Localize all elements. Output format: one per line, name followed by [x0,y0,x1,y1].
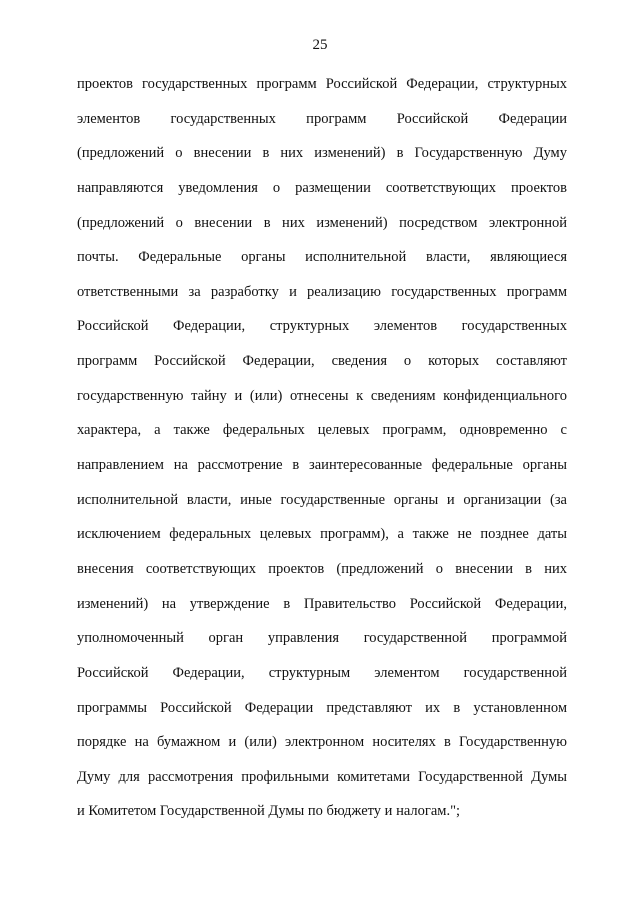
text-line: исполнительной власти, иные государственные органы и организации (за [77,491,567,508]
text-line: Российской Федерации, структурным элементом государственной [77,664,567,681]
body-text [77,74,567,836]
text-line: направлением на рассмотрение в заинтересованные федеральные органы [77,457,567,474]
text-line: порядке на бумажном и (или) электронном носителях в Государственную [77,734,567,751]
text-line: направляются уведомления о размещении соответствующих проектов [77,179,567,196]
text-line: уполномоченный орган управления государственной программой [77,630,567,647]
text-line-last: и Комитетом Государственной Думы по бюджету и налогам."; [77,803,461,820]
text-line: исключением федеральных целевых программ), а также не позднее даты [77,526,567,543]
text-line: изменений) на утверждение в Правительство Российской Федерации, [77,595,567,612]
text-line: внесения соответствующих проектов (предложений о внесении в них [77,560,567,577]
text-line: программы Российской Федерации представляют их в установленном [77,699,567,716]
page-number: 25 [312,37,328,53]
text-line: ответственными за разработку и реализацию государственных программ [77,283,567,300]
text-line: характера, а также федеральных целевых программ, одновременно с [77,422,567,439]
text-line: элементов государственных программ Российской Федерации [77,110,567,127]
text-line: проектов государственных программ Российской Федерации, структурных [77,76,567,92]
text-line: (предложений о внесении в них изменений) в Государственную Думу [77,145,567,162]
text-line: Думу для рассмотрения профильными комитетами Государственной Думы [77,768,567,785]
text-line: (предложений о внесении в них изменений) посредством электронной [77,214,567,231]
text-line: Российской Федерации, структурных элементов государственных [77,318,567,335]
text-line: государственную тайну и (или) отнесены к сведениям конфиденциального [77,387,567,404]
text-line: программ Российской Федерации, сведения о которых составляют [77,353,567,370]
text-line: почты. Федеральные органы исполнительной власти, являющиеся [77,249,567,266]
